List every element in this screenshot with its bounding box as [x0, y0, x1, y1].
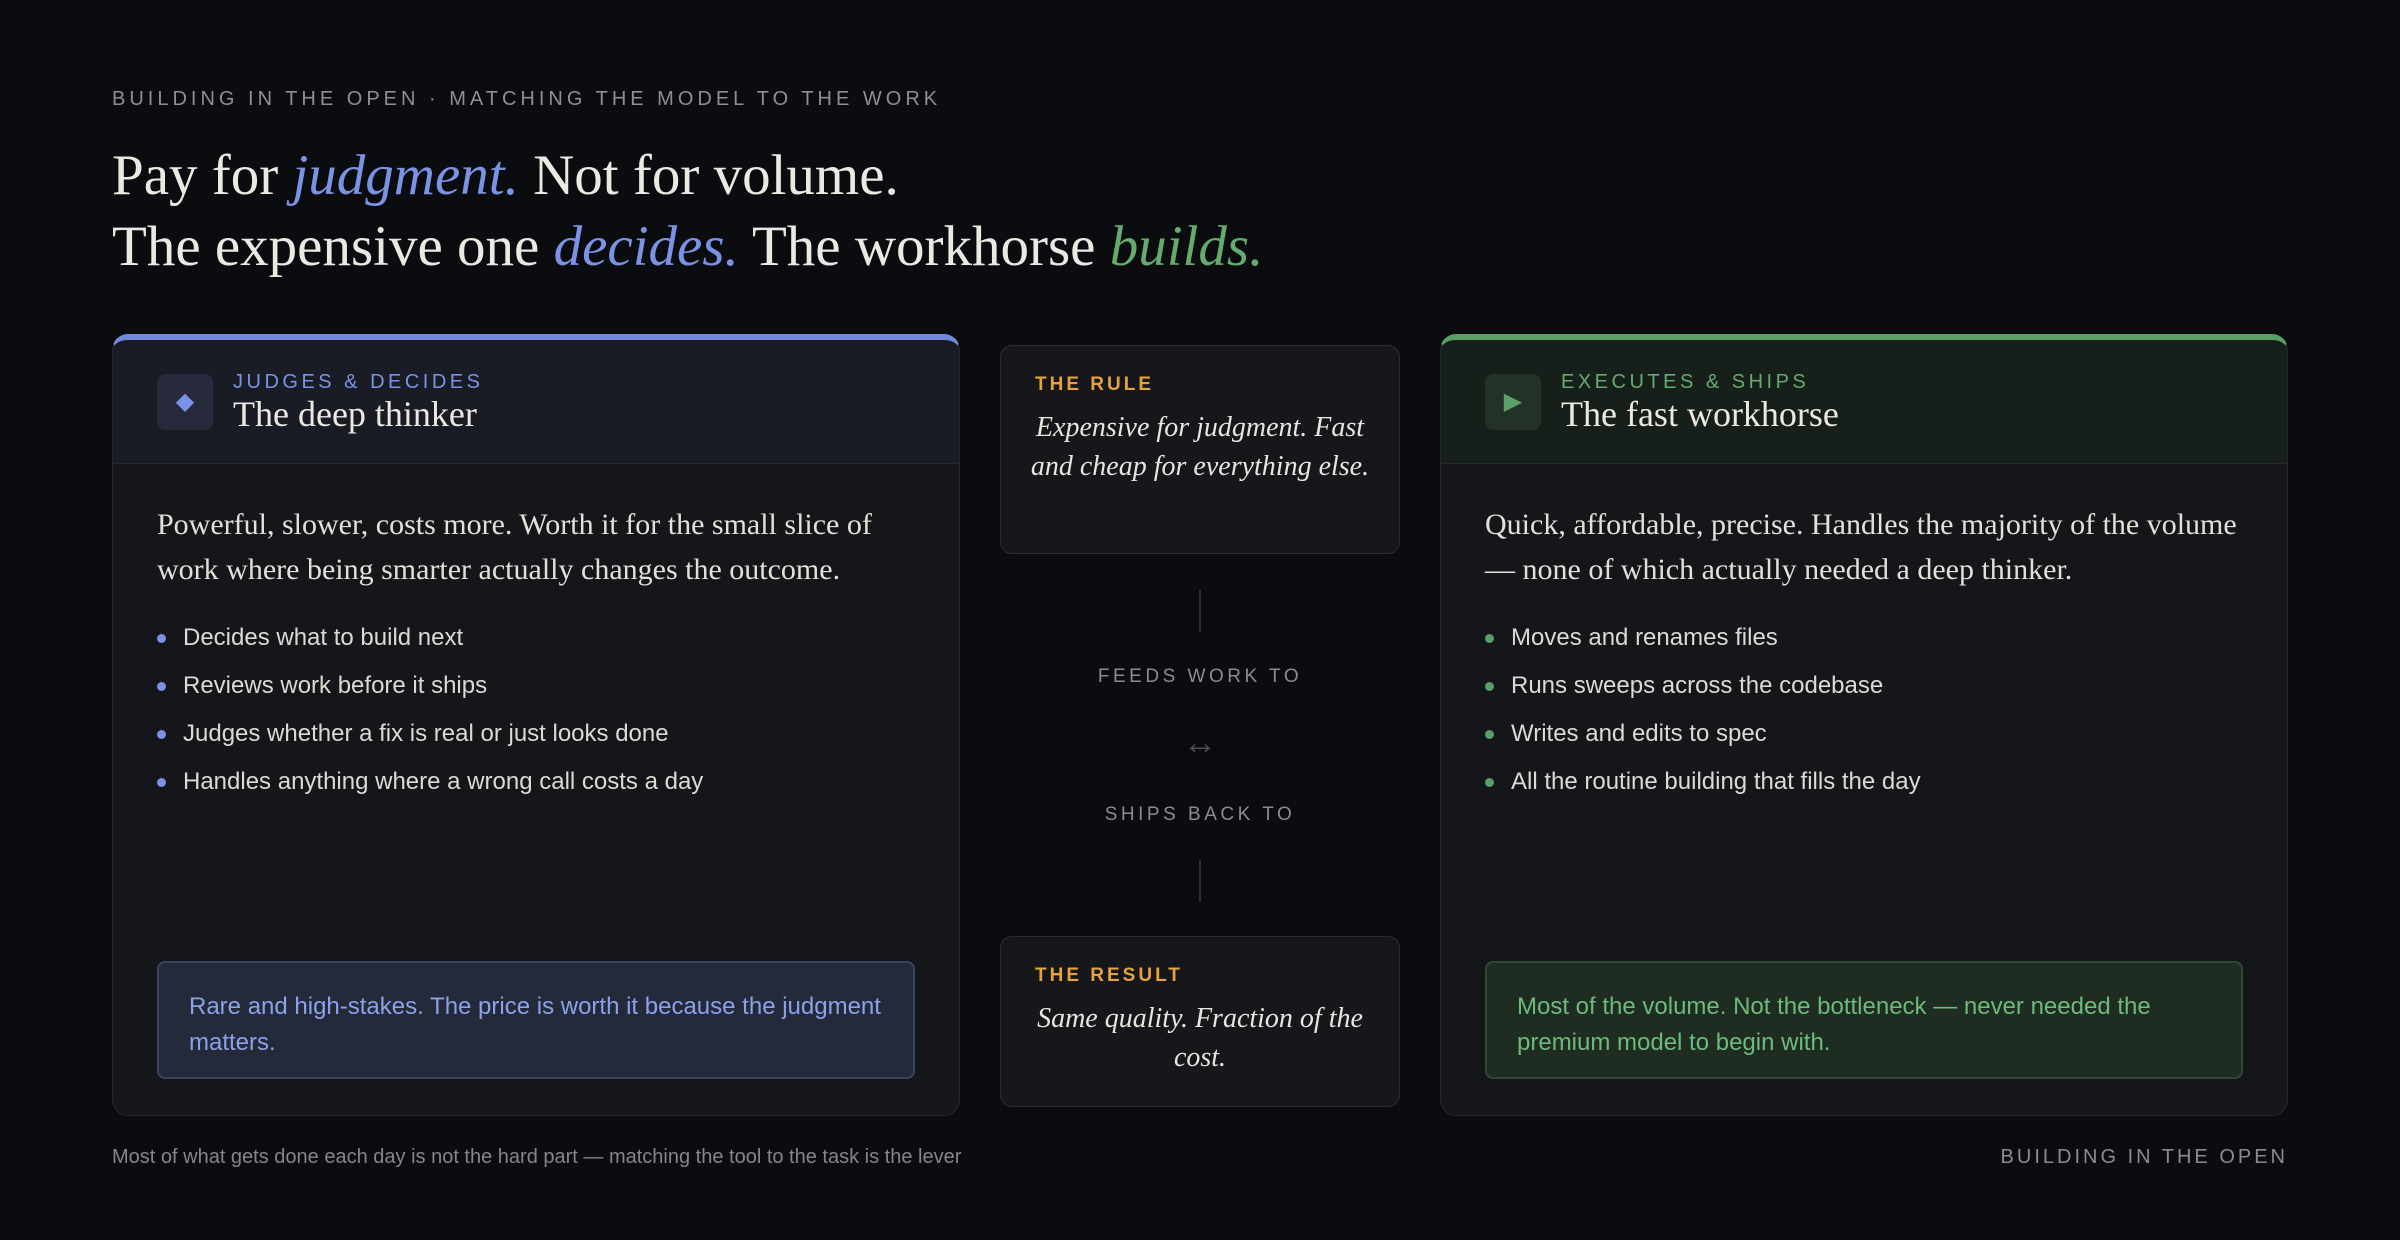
rule-text: Expensive for judgment. Fast and cheap for everything else.	[1030, 412, 1370, 482]
bidirectional-arrow-icon: ↔	[1183, 724, 1217, 762]
card-role-label: EXECUTES & SHIPS	[1561, 370, 1810, 393]
deep-thinker-card	[112, 334, 960, 1116]
fast-workhorse-card	[1440, 334, 2288, 1116]
result-text: Same quality. Fraction of the cost.	[1037, 1003, 1363, 1073]
ships-back-label: SHIPS BACK TO	[1104, 804, 1296, 825]
headline-line-2	[112, 211, 1263, 282]
list-item: Writes and edits to spec	[1485, 710, 2243, 758]
headline	[112, 140, 1263, 282]
list-item: Decides what to build next	[157, 614, 915, 662]
headline-emphasis-judgment: judgment.	[292, 144, 519, 207]
card-callout: Rare and high-stakes. The price is worth it because the judgment matters.	[157, 961, 915, 1079]
headline-emphasis-decides: decides.	[553, 215, 739, 278]
result-box	[1000, 936, 1400, 1107]
feeds-work-label: FEEDS WORK TO	[1097, 666, 1303, 687]
footer-brand: BUILDING IN THE OPEN	[2000, 1146, 2288, 1168]
card-role-label: JUDGES & DECIDES	[233, 370, 484, 393]
rule-label: THE RULE	[1035, 374, 1154, 395]
list-item: Judges whether a fix is real or just looks done	[157, 710, 915, 758]
connector-line	[1199, 860, 1201, 902]
list-item: Reviews work before it ships	[157, 662, 915, 710]
list-item: Moves and renames files	[1485, 614, 2243, 662]
headline-emphasis-builds: builds.	[1109, 215, 1264, 278]
headline-text: Not for volume.	[518, 144, 899, 207]
headline-text: The workhorse	[738, 215, 1110, 278]
rule-box	[1000, 345, 1400, 554]
eyebrow-label: BUILDING IN THE OPEN · MATCHING THE MODEL TO THE WORK	[112, 88, 942, 110]
headline-text: The expensive one	[112, 215, 554, 278]
card-header	[113, 340, 959, 464]
bullet-list	[1485, 614, 2243, 806]
card-description: Powerful, slower, costs more. Worth it for the small slice of work where being smarter actually changes the outcome.	[157, 508, 872, 586]
footer-caption: Most of what gets done each day is not the hard part — matching the tool to the task is the lever	[112, 1146, 962, 1168]
play-icon: ▶	[1485, 374, 1541, 430]
card-title: The deep thinker	[233, 393, 477, 434]
headline-text: Pay for	[112, 144, 293, 207]
card-description: Quick, affordable, precise. Handles the majority of the volume — none of which actually needed a deep thinker.	[1485, 508, 2237, 586]
list-item: Runs sweeps across the codebase	[1485, 662, 2243, 710]
card-title: The fast workhorse	[1561, 393, 1839, 434]
bullet-list	[157, 614, 915, 806]
list-item: All the routine building that fills the day	[1485, 758, 2243, 806]
card-header	[1441, 340, 2287, 464]
card-callout: Most of the volume. Not the bottleneck — never needed the premium model to begin with.	[1485, 961, 2243, 1079]
connector-line	[1199, 590, 1201, 632]
list-item: Handles anything where a wrong call costs a day	[157, 758, 915, 806]
diamond-icon: ◆	[157, 374, 213, 430]
result-label: THE RESULT	[1035, 965, 1183, 986]
headline-line-1	[112, 140, 1263, 211]
